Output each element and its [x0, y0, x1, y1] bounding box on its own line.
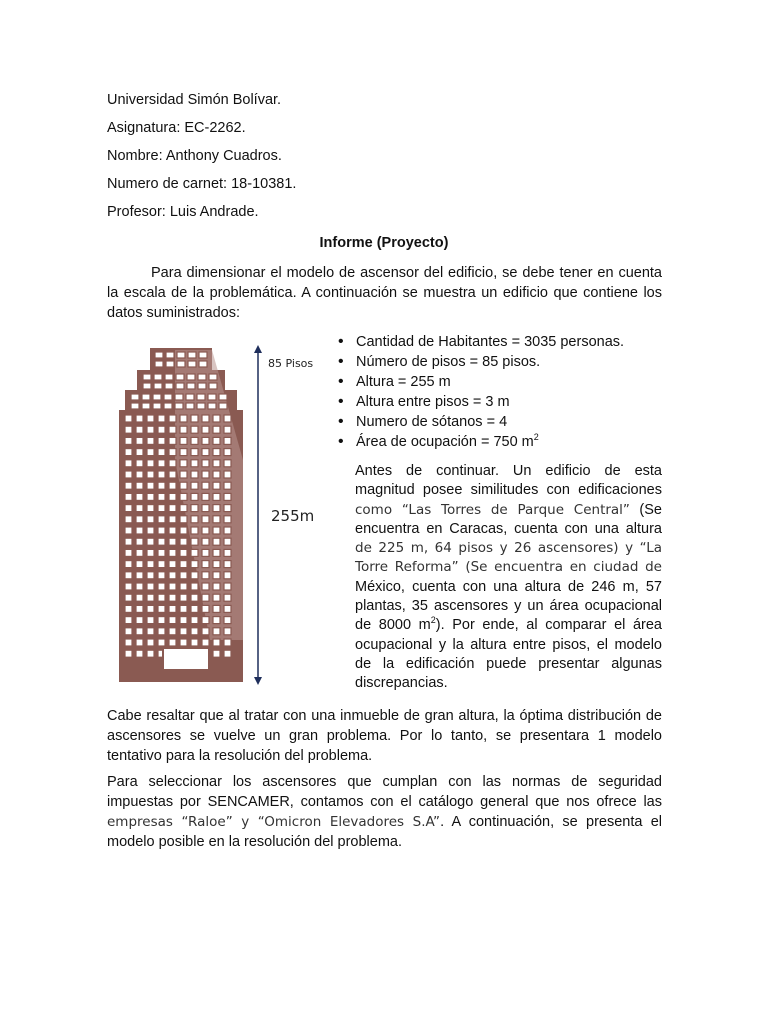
window: [180, 639, 187, 646]
window: [125, 437, 132, 444]
window: [180, 549, 187, 556]
window: [213, 572, 220, 579]
window: [125, 527, 132, 534]
window: [136, 538, 143, 545]
window: [187, 374, 195, 380]
window: [202, 628, 209, 635]
window: [147, 527, 154, 534]
window: [213, 415, 220, 422]
window: [224, 505, 231, 512]
window: [224, 583, 231, 590]
window: [158, 628, 165, 635]
window: [158, 538, 165, 545]
window: [125, 561, 132, 568]
window: [202, 538, 209, 545]
window: [213, 437, 220, 444]
window: [191, 471, 198, 478]
window: [180, 482, 187, 489]
window: [147, 628, 154, 635]
height-label: 255m: [271, 507, 315, 525]
window: [224, 493, 231, 500]
list-item: • Altura entre pisos = 3 m: [338, 392, 668, 412]
window: [180, 437, 187, 444]
window: [213, 460, 220, 467]
window: [224, 639, 231, 646]
window: [180, 493, 187, 500]
window: [202, 605, 209, 612]
window: [191, 449, 198, 456]
window: [147, 415, 154, 422]
intro-paragraph: [107, 263, 662, 323]
window: [224, 561, 231, 568]
window: [191, 617, 198, 624]
window: [158, 505, 165, 512]
window: [175, 403, 183, 409]
window: [169, 505, 176, 512]
window: [169, 628, 176, 635]
window: [187, 383, 195, 389]
window: [142, 403, 150, 409]
window: [213, 471, 220, 478]
window: [147, 460, 154, 467]
window: [224, 527, 231, 534]
window: [131, 403, 139, 409]
comparison-paragraph: Antes de continuar. Un edificio de esta magnitud posee similitudes con edificaciones como “Las Torres de Parque Central” (Se encuentra en Caracas, cuenta con una altura de 225 m, 64 pisos y 26 ascensores) y “La Torre Reforma” (Se encuentra en ciudad de México, cuenta con una altura de 246 m, 57 plantas, 35 ascensores y un área ocupacional de 8000 $m^2$). Por ende, al comparar el área ocupacional y la altura entre pisos, el modelo de la edificación puede presentar algunas discrepancias.: [355, 463, 662, 692]
window: [224, 605, 231, 612]
window: [213, 617, 220, 624]
window: [224, 471, 231, 478]
window: [154, 383, 162, 389]
window: [224, 538, 231, 545]
window: [191, 605, 198, 612]
window: [213, 583, 220, 590]
window: [202, 594, 209, 601]
window: [213, 628, 220, 635]
window: [125, 549, 132, 556]
window: [169, 594, 176, 601]
window: [224, 460, 231, 467]
window: [224, 617, 231, 624]
window: [169, 572, 176, 579]
window: [136, 527, 143, 534]
window: [136, 639, 143, 646]
window: [143, 374, 151, 380]
window: [158, 594, 165, 601]
window: [158, 639, 165, 646]
window: [169, 426, 176, 433]
window: [169, 493, 176, 500]
floors-label: 85 Pisos: [268, 357, 314, 370]
window: [147, 617, 154, 624]
window: [180, 628, 187, 635]
window: [186, 394, 194, 400]
window: [125, 482, 132, 489]
window: [169, 449, 176, 456]
window: [180, 583, 187, 590]
document-title: Informe (Proyecto): [319, 235, 449, 251]
window: [224, 426, 231, 433]
window: [191, 415, 198, 422]
window: [125, 583, 132, 590]
window: [155, 361, 163, 367]
window: [125, 426, 132, 433]
window: [158, 527, 165, 534]
window: [125, 471, 132, 478]
list-item: • Número de pisos = 85 pisos.: [338, 352, 668, 372]
window: [153, 394, 161, 400]
window: [197, 394, 205, 400]
window: [180, 471, 187, 478]
window: [147, 594, 154, 601]
window: [125, 505, 132, 512]
height-arrow-icon: [252, 345, 264, 685]
window: [125, 572, 132, 579]
window: [143, 383, 151, 389]
window: [198, 374, 206, 380]
window: [169, 605, 176, 612]
window: [125, 538, 132, 545]
window: [180, 605, 187, 612]
window: [224, 415, 231, 422]
window: [158, 471, 165, 478]
window: [166, 361, 174, 367]
building-illustration: [115, 340, 265, 685]
window: [202, 482, 209, 489]
window: [169, 527, 176, 534]
window: [125, 493, 132, 500]
window: [158, 572, 165, 579]
window: [180, 594, 187, 601]
header-name: Nombre: Anthony Cuadros.: [107, 148, 282, 164]
window: [158, 549, 165, 556]
window: [213, 594, 220, 601]
window: [169, 437, 176, 444]
window: [224, 628, 231, 635]
window: [125, 516, 132, 523]
building-data-list: [338, 332, 668, 452]
window: [136, 493, 143, 500]
window: [213, 516, 220, 523]
list-item: • Área de ocupación = 750 $m^2$: [338, 432, 668, 452]
window: [158, 460, 165, 467]
window: [191, 549, 198, 556]
window: [158, 415, 165, 422]
window: [224, 594, 231, 601]
window: [202, 572, 209, 579]
window: [180, 572, 187, 579]
window: [147, 471, 154, 478]
list-item: • Numero de sótanos = 4: [338, 412, 668, 432]
window: [180, 538, 187, 545]
window: [202, 437, 209, 444]
window: [158, 617, 165, 624]
window: [147, 516, 154, 523]
window: [125, 460, 132, 467]
window: [180, 415, 187, 422]
window: [125, 628, 132, 635]
window: [136, 650, 143, 657]
window: [191, 594, 198, 601]
window: [175, 394, 183, 400]
window: [147, 583, 154, 590]
window: [147, 426, 154, 433]
window: [136, 415, 143, 422]
window: [191, 505, 198, 512]
window: [136, 460, 143, 467]
window: [147, 493, 154, 500]
window: [176, 383, 184, 389]
window: [147, 505, 154, 512]
window: [158, 482, 165, 489]
window: [158, 561, 165, 568]
catalog-paragraph: Para seleccionar los ascensores que cumplan con las normas de seguridad impuestas por SENCAMER, contamos con el catálogo general que nos ofrece las empresas “Raloe” y “Omicron Elevadores S.A”. A continuación, se presenta el modelo posible en la resolución del problema.: [107, 774, 662, 850]
window: [191, 516, 198, 523]
window: [125, 415, 132, 422]
window: [202, 493, 209, 500]
window: [158, 516, 165, 523]
window: [202, 460, 209, 467]
window: [180, 617, 187, 624]
window: [158, 426, 165, 433]
window: [186, 403, 194, 409]
window: [224, 482, 231, 489]
window: [224, 437, 231, 444]
window: [180, 505, 187, 512]
window: [197, 403, 205, 409]
window: [158, 437, 165, 444]
window: [202, 516, 209, 523]
window: [147, 650, 154, 657]
window: [125, 605, 132, 612]
window: [191, 426, 198, 433]
window: [191, 538, 198, 545]
window: [213, 482, 220, 489]
window: [169, 549, 176, 556]
window: [169, 415, 176, 422]
elevator-problem-paragraph: Cabe resaltar que al tratar con una inmueble de gran altura, la óptima distribución de ascensores se vuelve un gran problema. Por lo tanto, se presentara 1 modelo tentativo para la resolución del problema.: [107, 708, 662, 764]
window: [180, 449, 187, 456]
window: [177, 352, 185, 358]
window: [180, 460, 187, 467]
window: [177, 361, 185, 367]
window: [169, 516, 176, 523]
window: [224, 449, 231, 456]
window: [224, 572, 231, 579]
header-subject: Asignatura: EC-2262.: [107, 120, 246, 136]
window: [191, 639, 198, 646]
window: [213, 449, 220, 456]
window: [158, 493, 165, 500]
window: [213, 639, 220, 646]
window: [202, 449, 209, 456]
window: [213, 538, 220, 545]
header-professor: Profesor: Luis Andrade.: [107, 204, 259, 220]
window: [147, 561, 154, 568]
window: [219, 394, 227, 400]
window: [136, 617, 143, 624]
window: [164, 403, 172, 409]
window: [125, 449, 132, 456]
window: [202, 471, 209, 478]
window: [136, 426, 143, 433]
window: [125, 639, 132, 646]
window: [169, 482, 176, 489]
window: [213, 505, 220, 512]
window: [208, 403, 216, 409]
window: [131, 394, 139, 400]
window: [136, 628, 143, 635]
window: [191, 628, 198, 635]
window: [169, 639, 176, 646]
window: [213, 605, 220, 612]
window: [136, 549, 143, 556]
window: [191, 583, 198, 590]
window: [213, 650, 220, 657]
window: [147, 549, 154, 556]
window: [202, 549, 209, 556]
window: [202, 583, 209, 590]
window: [209, 383, 217, 389]
window: [169, 561, 176, 568]
window: [191, 482, 198, 489]
window: [147, 605, 154, 612]
window: [169, 617, 176, 624]
window: [202, 426, 209, 433]
window: [164, 394, 172, 400]
window: [224, 549, 231, 556]
window: [224, 516, 231, 523]
window: [213, 426, 220, 433]
window: [202, 561, 209, 568]
intro-text: Para dimensionar el modelo de ascensor del edificio, se debe tener en cuenta la escala de la problemática. A continuación se muestra un edificio que contiene los datos suministrados:: [107, 265, 662, 321]
window: [202, 639, 209, 646]
window: [191, 572, 198, 579]
window: [136, 516, 143, 523]
window: [158, 583, 165, 590]
window: [191, 493, 198, 500]
window: [213, 493, 220, 500]
window: [188, 352, 196, 358]
window: [180, 516, 187, 523]
window: [199, 352, 207, 358]
window: [154, 374, 162, 380]
window: [199, 361, 207, 367]
list-item: • Altura = 255 m: [338, 372, 668, 392]
window: [136, 594, 143, 601]
window: [165, 383, 173, 389]
window: [180, 426, 187, 433]
window: [224, 650, 231, 657]
list-item: • Cantidad de Habitantes = 3035 personas.: [338, 332, 668, 352]
window: [136, 471, 143, 478]
window: [158, 449, 165, 456]
window: [213, 561, 220, 568]
window: [209, 374, 217, 380]
window: [147, 437, 154, 444]
window: [136, 437, 143, 444]
entrance: [163, 648, 209, 670]
window: [169, 583, 176, 590]
window: [191, 527, 198, 534]
window: [202, 505, 209, 512]
window: [136, 605, 143, 612]
window: [202, 617, 209, 624]
window: [155, 352, 163, 358]
window: [169, 471, 176, 478]
window: [191, 437, 198, 444]
window: [125, 594, 132, 601]
window: [191, 460, 198, 467]
window: [191, 561, 198, 568]
window: [166, 352, 174, 358]
window: [147, 639, 154, 646]
window: [208, 394, 216, 400]
window: [147, 572, 154, 579]
window: [142, 394, 150, 400]
window: [158, 605, 165, 612]
window: [219, 403, 227, 409]
window: [169, 538, 176, 545]
window: [125, 650, 132, 657]
window: [125, 617, 132, 624]
window: [136, 482, 143, 489]
window: [188, 361, 196, 367]
window: [180, 561, 187, 568]
header-university: Universidad Simón Bolívar.: [107, 92, 282, 108]
window: [153, 403, 161, 409]
window: [165, 374, 173, 380]
window: [147, 538, 154, 545]
window: [136, 583, 143, 590]
window: [213, 527, 220, 534]
window: [198, 383, 206, 389]
window: [136, 561, 143, 568]
window: [147, 449, 154, 456]
window: [202, 527, 209, 534]
window: [147, 482, 154, 489]
window: [176, 374, 184, 380]
window: [180, 527, 187, 534]
window: [136, 505, 143, 512]
window: [136, 572, 143, 579]
window: [169, 460, 176, 467]
window: [213, 549, 220, 556]
header-carnet: Numero de carnet: 18-10381.: [107, 176, 297, 192]
window: [202, 415, 209, 422]
window: [136, 449, 143, 456]
